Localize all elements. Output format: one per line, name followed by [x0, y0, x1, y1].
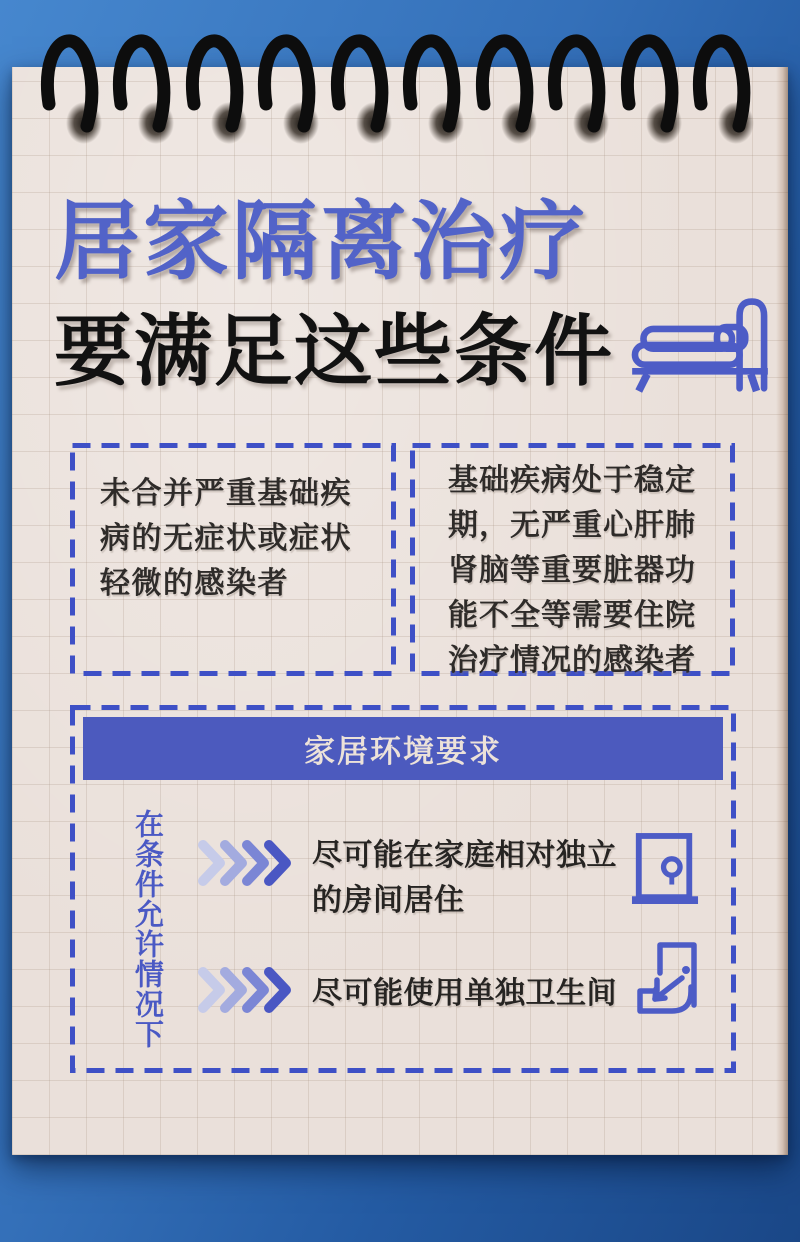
door-icon	[631, 833, 699, 905]
toilet-icon	[636, 941, 702, 1015]
section-header-label: 家居环境要求	[304, 734, 502, 769]
condition-box-mild-cases	[70, 443, 396, 676]
title-block	[54, 196, 770, 395]
chevron-right-arrows-icon	[198, 967, 293, 1013]
section-header-bar	[83, 717, 723, 780]
bed-icon	[630, 295, 770, 393]
environment-requirements-section	[70, 705, 736, 1073]
spiral-binding-icon	[0, 26, 800, 150]
side-condition-label: 在条件允许情况下	[131, 809, 163, 1049]
condition-box-stable-disease	[410, 443, 735, 676]
page-title-secondary: 要满足这些条件	[54, 307, 615, 396]
requirement-item-text: 尽可能使用单独卫生间	[312, 977, 617, 1010]
chevron-right-arrows-icon	[198, 840, 293, 886]
requirement-item-text: 尽可能在家庭相对独立的房间居住	[312, 839, 617, 917]
page-title-primary: 居家隔离治疗	[54, 194, 588, 290]
condition-text: 基础疾病处于稳定期，无严重心肝肺肾脑等重要脏器功能不全等需要住院治疗情况的感染者	[448, 464, 696, 677]
condition-text: 未合并严重基础疾病的无症状或症状轻微的感染者	[100, 477, 352, 600]
